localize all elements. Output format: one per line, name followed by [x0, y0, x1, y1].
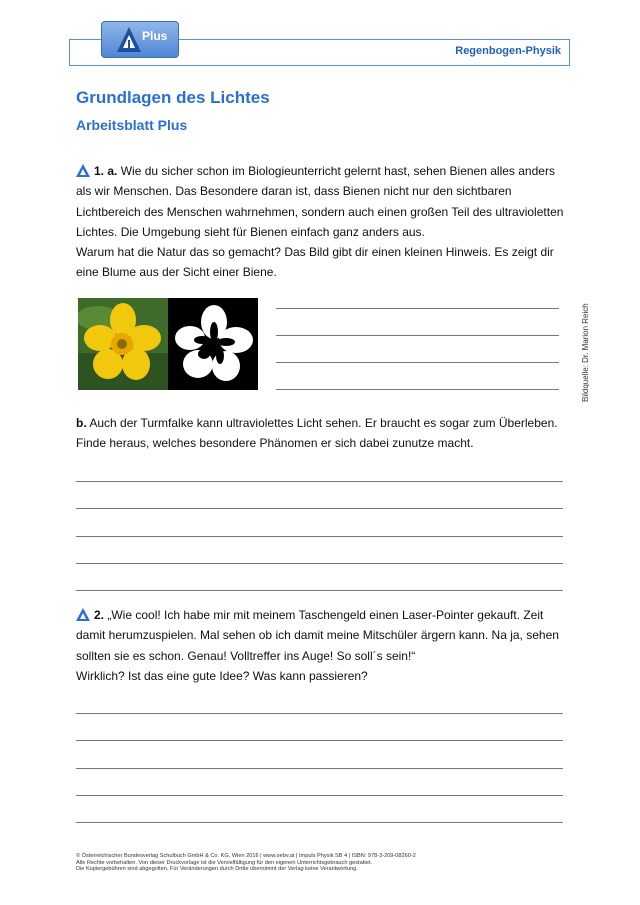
footer-line: © Österreichischer Bundesverlag Schulbuch GmbH & Co. KG, Wien 2016 | www.oebv.at | Impuls Physik SB 4 | ISBN: 978-3-209-08260-2 — [76, 853, 416, 859]
answer-line[interactable] — [76, 590, 563, 591]
task-triangle-icon — [76, 164, 90, 177]
task-2 — [76, 605, 576, 686]
task-1b — [76, 413, 576, 454]
task-2-line: damit herumzuspielen. Mal sehen ob ich damit meine Mitschüler ärgern kann. Na ja, sehen — [76, 628, 559, 643]
task-1b-line: Finde heraus, welches besondere Phänomen er sich dabei zunutze macht. — [76, 436, 474, 451]
answer-line[interactable] — [276, 362, 559, 363]
task-2-line: „Wie cool! Ich habe mir mit meinem Taschengeld einen Laser-Pointer gekauft. Zeit — [107, 608, 544, 622]
answer-line[interactable] — [76, 795, 563, 796]
footer-line: Die Kopiergebühren sind abgegolten. Für Veränderungen durch Dritte übernimmt der Verlag keine Verantwortung. — [76, 866, 358, 872]
answer-line[interactable] — [276, 389, 559, 390]
task-1a-line: Lichtes. Die Umgebung sieht für Bienen einfach ganz anders aus. — [76, 224, 425, 239]
answer-line[interactable] — [76, 822, 563, 823]
task-2-line: Wirklich? Ist das eine gute Idee? Was kann passieren? — [76, 668, 368, 683]
triangle-logo-icon — [116, 26, 142, 53]
answer-line[interactable] — [76, 508, 563, 509]
brand-label: Regenbogen-Physik — [455, 45, 561, 57]
task-1a-label: 1. a. — [94, 164, 118, 178]
answer-line[interactable] — [76, 563, 563, 564]
task-1b-label: b. — [76, 416, 87, 430]
task-1a — [76, 161, 576, 283]
task-2-line: sollten sie es schon. Genau! Volltreffer ins Auge! So soll´s sein!“ — [76, 648, 416, 663]
task-1a-line: Wie du sicher schon im Biologieunterricht gelernt hast, sehen Bienen alles anders — [120, 164, 555, 178]
task-triangle-icon — [76, 608, 90, 621]
image-credit: Bildquelle: Dr. Marion Reich — [581, 303, 590, 402]
flower-images — [78, 298, 258, 390]
answer-line[interactable] — [76, 713, 563, 714]
flower-photo-uv — [168, 298, 258, 390]
task-1a-line: als wir Menschen. Das Besondere daran ist, dass Bienen nicht nur den sichtbaren — [76, 184, 512, 199]
footer-line: Alle Rechte vorbehalten. Von dieser Druckvorlage ist die Vervielfältigung für den eigenen Unterrichtsgebrauch gestattet. — [76, 859, 373, 866]
task-1a-line: Lichtbereich des Menschen wahrnehmen, sondern auch einen großen Teil des ultravioletten — [76, 204, 564, 219]
logo-text: Plus — [142, 29, 168, 43]
page-subtitle: Arbeitsblatt Plus — [76, 117, 188, 133]
flower-photo-color — [78, 298, 168, 390]
task-1a-line: eine Blume aus der Sicht einer Biene. — [76, 265, 277, 280]
task-1a-line: Warum hat die Natur das so gemacht? Das Bild gibt dir einen kleinen Hinweis. Es zeigt dir — [76, 245, 554, 260]
task-1b-line: Auch der Turmfalke kann ultraviolettes Licht sehen. Er braucht es sogar zum Überleben. — [89, 416, 558, 430]
footer — [76, 853, 576, 873]
answer-line[interactable] — [76, 740, 563, 741]
answer-line[interactable] — [276, 335, 559, 336]
plus-logo — [101, 21, 179, 58]
page-title: Grundlagen des Lichtes — [76, 88, 270, 107]
answer-line[interactable] — [76, 481, 563, 482]
task-2-label: 2. — [94, 608, 105, 622]
answer-line[interactable] — [276, 308, 559, 309]
answer-line[interactable] — [76, 768, 563, 769]
answer-line[interactable] — [76, 536, 563, 537]
